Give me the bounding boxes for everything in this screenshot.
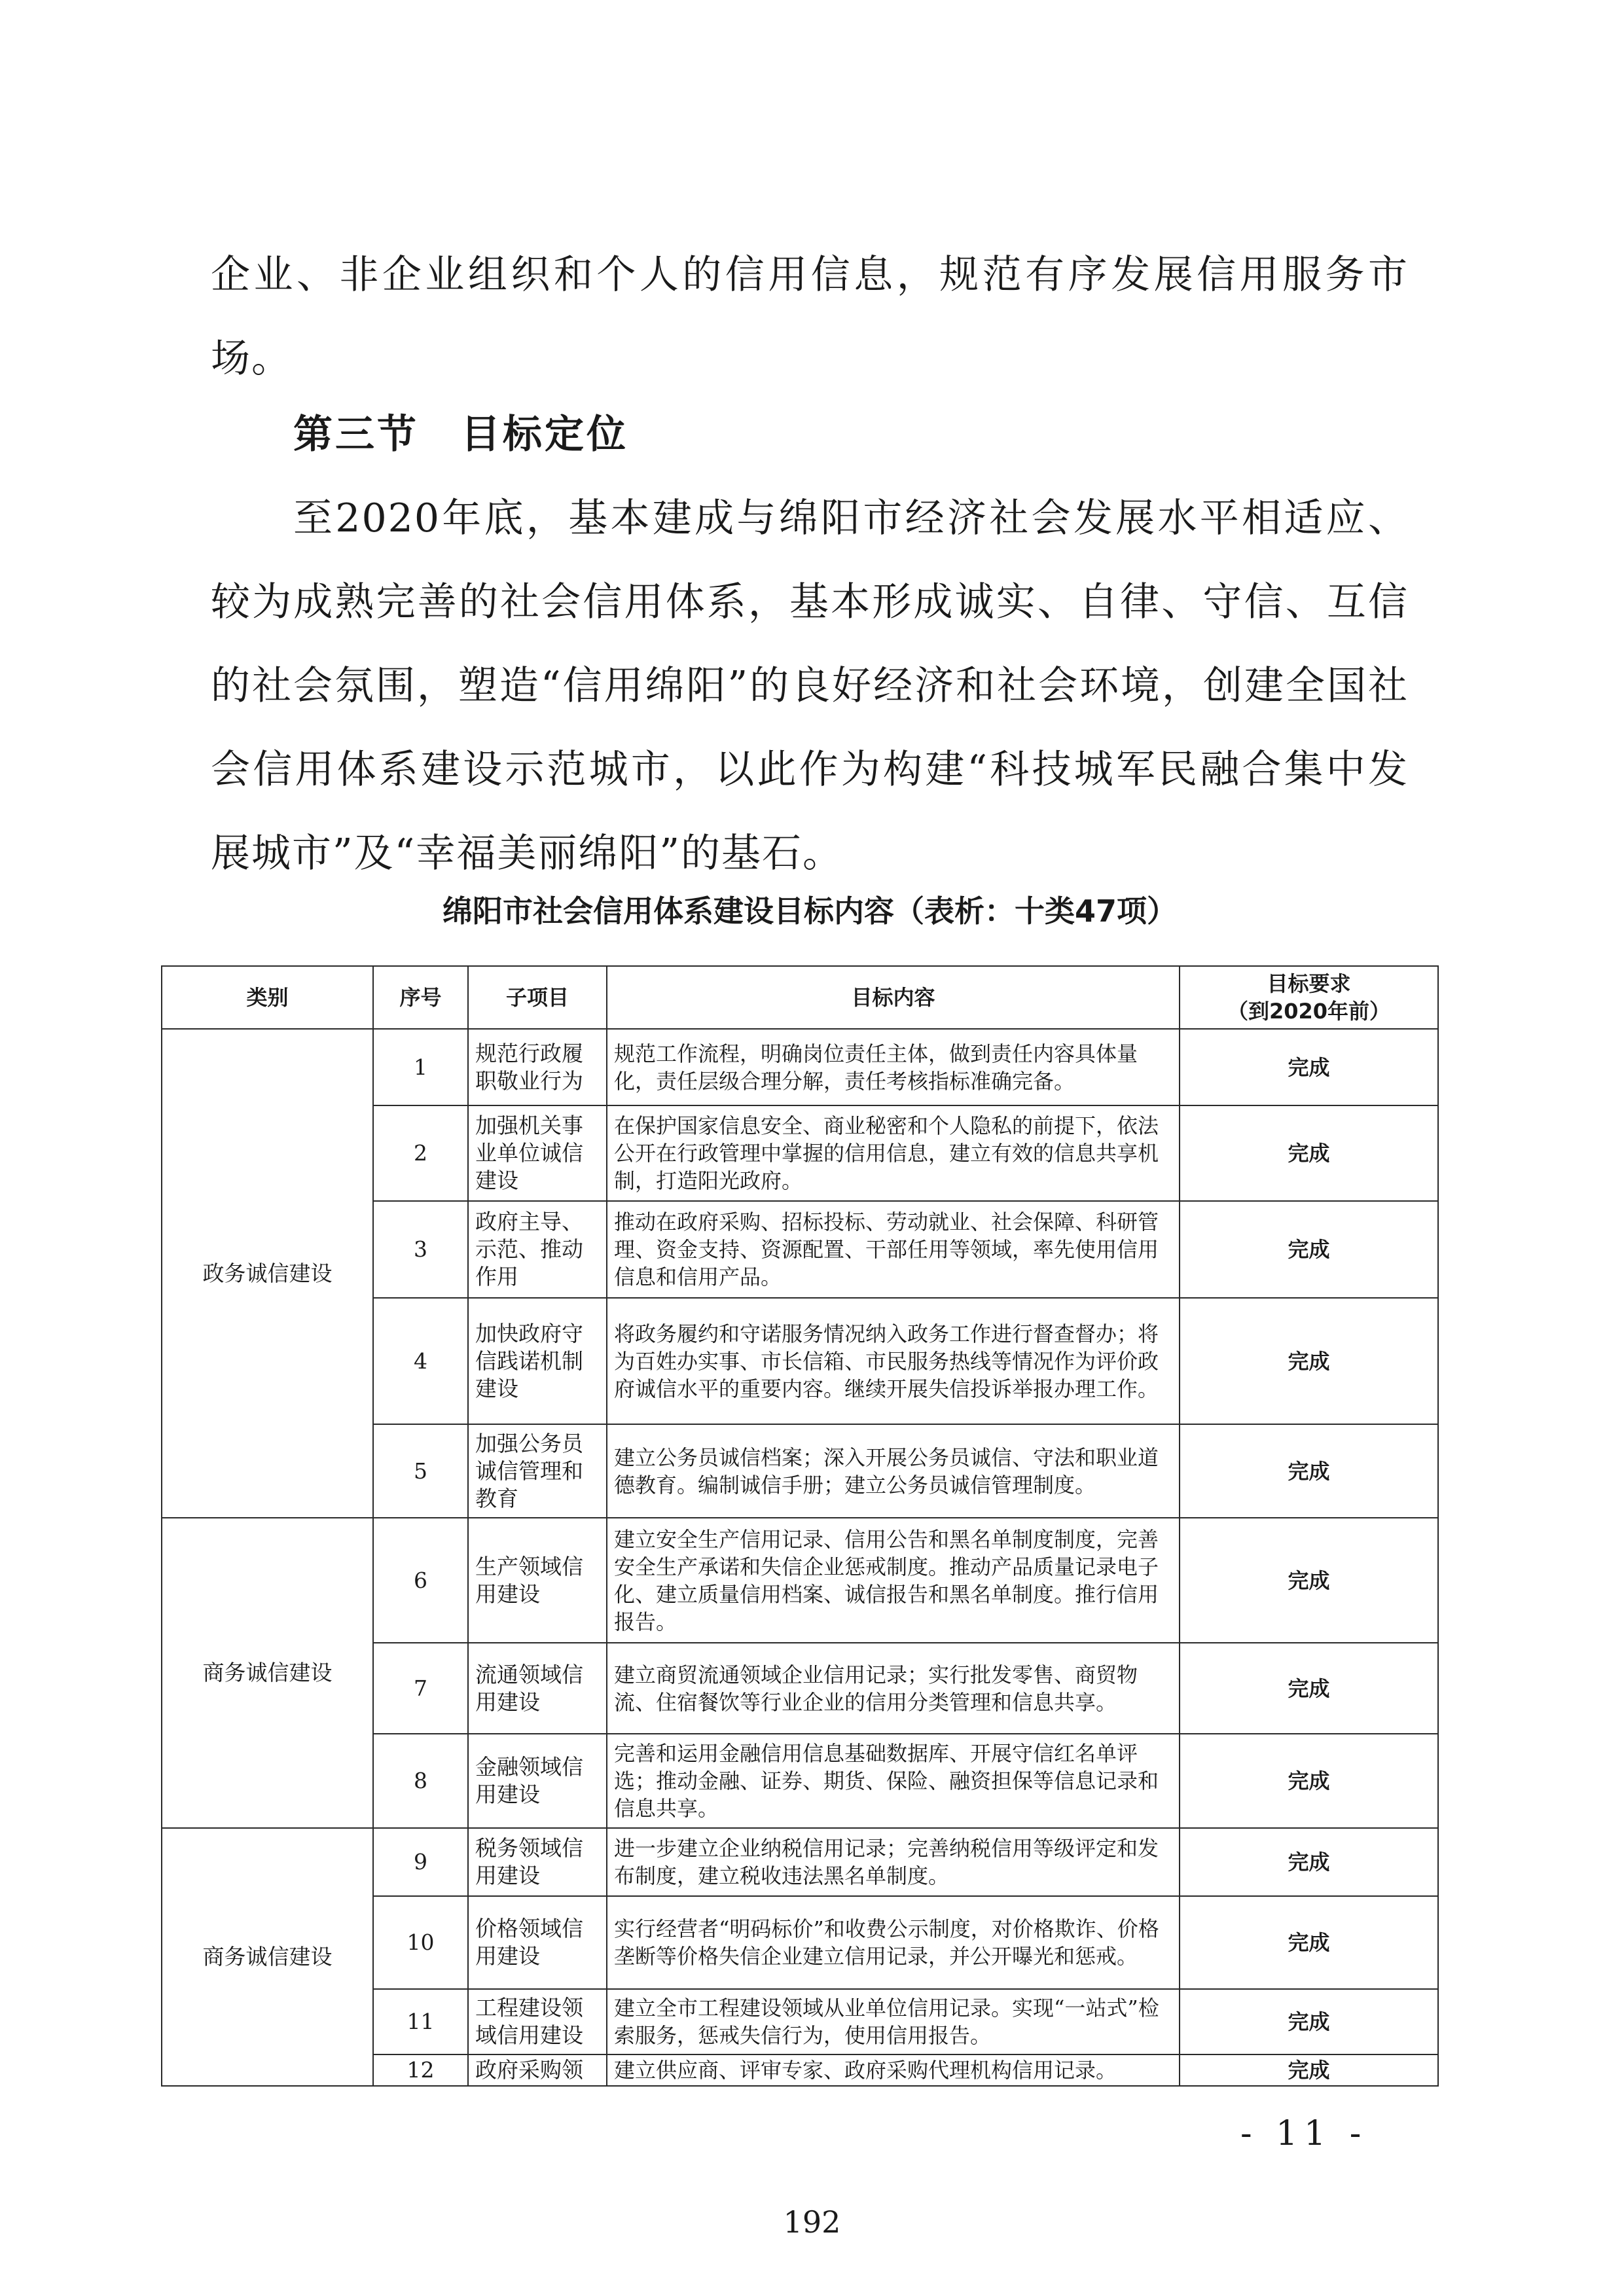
number-cell: 11 xyxy=(373,1989,468,2054)
content-cell: 建立安全生产信用记录、信用公告和黑名单制度制度，完善安全生产承诺和失信企业惩戒制度。推动产品质量记录电子化、建立质量信用档案、诚信报告和黑名单制度。推行信用报告。 xyxy=(607,1518,1180,1643)
sub-item-cell: 价格领域信用建设 xyxy=(468,1896,607,1989)
content-cell: 进一步建立企业纳税信用记录；完善纳税信用等级评定和发布制度，建立税收违法黑名单制度。 xyxy=(607,1828,1180,1896)
content-cell: 推动在政府采购、招标投标、劳动就业、社会保障、科研管理、资金支持、资源配置、干部任用等领域，率先使用信用信息和信用产品。 xyxy=(607,1201,1180,1298)
number-cell: 2 xyxy=(373,1105,468,1201)
number-cell: 10 xyxy=(373,1896,468,1989)
sub-item-cell: 金融领域信用建设 xyxy=(468,1734,607,1828)
requirement-cell: 完成 xyxy=(1180,2054,1438,2086)
content-cell: 规范工作流程，明确岗位责任主体，做到责任内容具体量化，责任层级合理分解，责任考核指标准确完备。 xyxy=(607,1029,1180,1105)
category-cell: 商务诚信建设 xyxy=(162,1828,373,2086)
sub-item-cell: 工程建设领域信用建设 xyxy=(468,1989,607,2054)
requirement-cell: 完成 xyxy=(1180,1643,1438,1734)
sub-item-cell: 税务领域信用建设 xyxy=(468,1828,607,1896)
header-requirement-line1: 目标要求 xyxy=(1267,971,1351,996)
paragraph-credit-service: 企业、非企业组织和个人的信用信息，规范有序发展信用服务市场。 xyxy=(211,252,1409,382)
footer-number: 192 xyxy=(783,2204,841,2240)
header-content: 目标内容 xyxy=(607,966,1180,1029)
requirement-cell: 完成 xyxy=(1180,1424,1438,1518)
category-cell: 政务诚信建设 xyxy=(162,1029,373,1518)
requirement-cell: 完成 xyxy=(1180,1896,1438,1989)
sub-item-cell: 加强公务员诚信管理和教育 xyxy=(468,1424,607,1518)
header-requirement xyxy=(1180,966,1438,1029)
number-cell: 1 xyxy=(373,1029,468,1105)
number-cell: 12 xyxy=(373,2054,468,2086)
header-number: 序号 xyxy=(373,966,468,1029)
table-row xyxy=(162,1518,1438,1643)
section-heading: 第三节 目标定位 xyxy=(293,412,628,457)
table-row xyxy=(162,1828,1438,1896)
page-number: - 11 - xyxy=(1240,2114,1368,2153)
requirement-cell: 完成 xyxy=(1180,1201,1438,1298)
header-sub-item: 子项目 xyxy=(468,966,607,1029)
sub-item-cell: 政府采购领 xyxy=(468,2054,607,2086)
number-cell: 7 xyxy=(373,1643,468,1734)
content-cell: 完善和运用金融信用信息基础数据库、开展守信红名单评选；推动金融、证券、期货、保险、融资担保等信息记录和信息共享。 xyxy=(607,1734,1180,1828)
requirement-cell: 完成 xyxy=(1180,1734,1438,1828)
requirement-cell: 完成 xyxy=(1180,1105,1438,1201)
number-cell: 5 xyxy=(373,1424,468,1518)
header-requirement-line2: （到2020年前） xyxy=(1227,999,1391,1024)
requirement-cell: 完成 xyxy=(1180,1518,1438,1643)
table-title: 绵阳市社会信用体系建设目标内容（表析：十类47项） xyxy=(442,893,1177,929)
number-cell: 8 xyxy=(373,1734,468,1828)
number-cell: 3 xyxy=(373,1201,468,1298)
content-cell: 将政务履约和守诺服务情况纳入政务工作进行督查督办；将为百姓办实事、市长信箱、市民服务热线等情况作为评价政府诚信水平的重要内容。继续开展失信投诉举报办理工作。 xyxy=(607,1298,1180,1424)
sub-item-cell: 规范行政履职敬业行为 xyxy=(468,1029,607,1105)
sub-item-cell: 政府主导、示范、推动作用 xyxy=(468,1201,607,1298)
content-cell: 建立全市工程建设领域从业单位信用记录。实现“一站式”检索服务，惩戒失信行为，使用信用报告。 xyxy=(607,1989,1180,2054)
number-cell: 4 xyxy=(373,1298,468,1424)
table-row xyxy=(162,1029,1438,1105)
content-cell: 实行经营者“明码标价”和收费公示制度，对价格欺诈、价格垄断等价格失信企业建立信用记录，并公开曝光和惩戒。 xyxy=(607,1896,1180,1989)
requirement-cell: 完成 xyxy=(1180,1029,1438,1105)
content-cell: 建立供应商、评审专家、政府采购代理机构信用记录。 xyxy=(607,2054,1180,2086)
target-content-table xyxy=(161,965,1439,2087)
requirement-cell: 完成 xyxy=(1180,1989,1438,2054)
content-cell: 建立公务员诚信档案；深入开展公务员诚信、守法和职业道德教育。编制诚信手册；建立公务员诚信管理制度。 xyxy=(607,1424,1180,1518)
sub-item-cell: 生产领域信用建设 xyxy=(468,1518,607,1643)
sub-item-cell: 加快政府守信践诺机制建设 xyxy=(468,1298,607,1424)
category-cell: 商务诚信建设 xyxy=(162,1518,373,1828)
content-cell: 建立商贸流通领域企业信用记录；实行批发零售、商贸物流、住宿餐饮等行业企业的信用分类管理和信息共享。 xyxy=(607,1643,1180,1734)
sub-item-cell: 加强机关事业单位诚信建设 xyxy=(468,1105,607,1201)
header-category: 类别 xyxy=(162,966,373,1029)
number-cell: 9 xyxy=(373,1828,468,1896)
number-cell: 6 xyxy=(373,1518,468,1643)
table-header-row xyxy=(162,966,1438,1029)
sub-item-cell: 流通领域信用建设 xyxy=(468,1643,607,1734)
paragraph-target-positioning: 至2020年底，基本建成与绵阳市经济社会发展水平相适应、较为成熟完善的社会信用体系，基本形成诚实、自律、守信、互信的社会氛围，塑造“信用绵阳”的良好经济和社会环境，创建全国社会信用体系建设示范城市，以此作为构建“科技城军民融合集中发展城市”及“幸福美丽绵阳”的基石。 xyxy=(211,495,1409,876)
requirement-cell: 完成 xyxy=(1180,1298,1438,1424)
requirement-cell: 完成 xyxy=(1180,1828,1438,1896)
content-cell: 在保护国家信息安全、商业秘密和个人隐私的前提下，依法公开在行政管理中掌握的信用信息，建立有效的信息共享机制，打造阳光政府。 xyxy=(607,1105,1180,1201)
